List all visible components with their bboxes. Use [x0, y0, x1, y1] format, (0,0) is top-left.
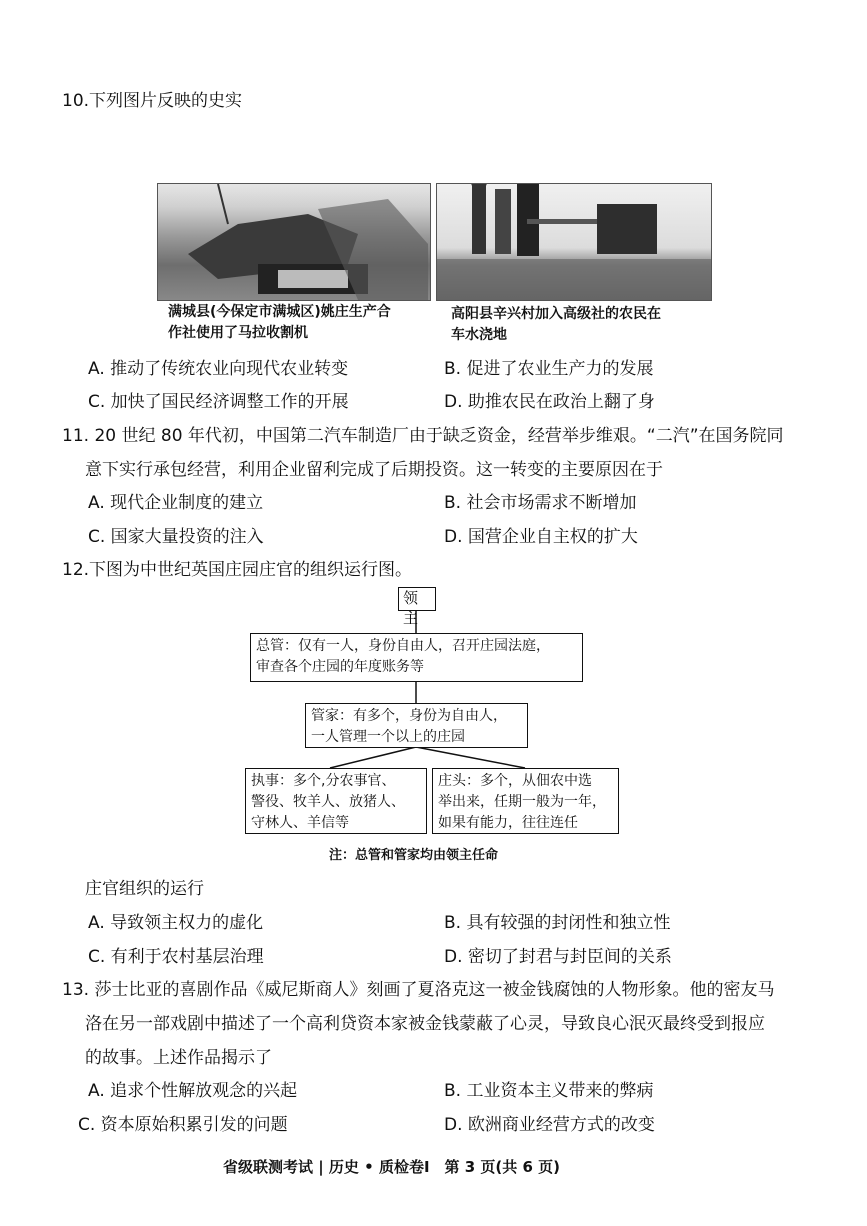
q13-stem-line3: 的故事。上述作品揭示了 [85, 1048, 272, 1068]
org-reeve-line3: 如果有能力，往往连任 [438, 815, 578, 831]
q10-option-b[interactable]: B. 促进了农业生产力的发展 [444, 359, 654, 379]
q12-option-a[interactable]: A. 导致领主权力的虚化 [88, 913, 264, 933]
q13-stem-line2: 洛在另一部戏剧中描述了一个高利贷资本家被金钱蒙蔽了心灵，导致良心泯灭最终受到报应 [85, 1014, 765, 1034]
q11-option-c[interactable]: C. 国家大量投资的注入 [88, 527, 264, 547]
q12-option-b[interactable]: B. 具有较强的封闭性和独立性 [444, 913, 671, 933]
caption-right-line1: 高阳县辛兴村加入高级社的农民在 [451, 306, 661, 322]
q10-option-c[interactable]: C. 加快了国民经济调整工作的开展 [88, 392, 349, 412]
org-steward-box [250, 633, 583, 682]
org-bailiff-line2: 一人管理一个以上的庄园 [311, 729, 465, 745]
q11-option-a[interactable]: A. 现代企业制度的建立 [88, 493, 264, 513]
org-lord-box [398, 587, 436, 627]
org-officers-line1: 执事：多个,分农事官、 [251, 773, 396, 789]
q13-option-b[interactable]: B. 工业资本主义带来的弊病 [444, 1081, 654, 1101]
org-bailiff-line1: 管家：有多个，身份为自由人， [311, 708, 507, 724]
q11-option-b[interactable]: B. 社会市场需求不断增加 [444, 493, 637, 513]
org-lord-label: 领主 [403, 589, 419, 627]
q12-stem: 12.下图为中世纪英国庄园庄官的组织运行图。 [62, 560, 413, 580]
org-bailiff-box [305, 703, 528, 748]
caption-left-line1: 满城县(今保定市满城区)姚庄生产合 [168, 304, 391, 320]
q10-option-d[interactable]: D. 助推农民在政治上翻了身 [444, 392, 655, 412]
caption-right-line2: 车水浇地 [451, 327, 507, 343]
q11-option-d[interactable]: D. 国营企业自主权的扩大 [444, 527, 638, 547]
org-reeve-box [432, 768, 619, 834]
q13-option-c[interactable]: C. 资本原始积累引发的问题 [78, 1115, 288, 1135]
org-steward-line1: 总管：仅有一人，身份自由人，召开庄园法庭， [256, 638, 550, 654]
q10-option-a[interactable]: A. 推动了传统农业向现代农业转变 [88, 359, 349, 379]
page-footer: 省级联测考试 | 历史 • 质检卷Ⅰ 第 3 页(共 6 页) [223, 1158, 561, 1176]
org-reeve-line2: 举出来，任期一般为一年， [438, 794, 606, 810]
q12-option-d[interactable]: D. 密切了封君与封臣间的关系 [444, 947, 672, 967]
q11-stem-line2: 意下实行承包经营，利用企业留利完成了后期投资。这一转变的主要原因在于 [85, 460, 663, 480]
q13-option-a[interactable]: A. 追求个性解放观念的兴起 [88, 1081, 298, 1101]
caption-left-line2: 作社使用了马拉收割机 [168, 325, 308, 341]
q12-sub-stem: 庄官组织的运行 [85, 879, 204, 899]
q13-option-d[interactable]: D. 欧洲商业经营方式的改变 [444, 1115, 655, 1135]
q10-stem: 10.下列图片反映的史实 [62, 91, 243, 111]
org-officers-line3: 守林人、羊信等 [251, 815, 349, 831]
org-reeve-line1: 庄头：多个，从佃农中选 [438, 773, 592, 789]
q12-option-c[interactable]: C. 有利于农村基层治理 [88, 947, 264, 967]
org-officers-box [245, 768, 427, 834]
org-chart-note: 注：总管和管家均由领主任命 [329, 848, 499, 863]
q13-stem-line1: 13. 莎士比亚的喜剧作品《威尼斯商人》刻画了夏洛克这一被金钱腐蚀的人物形象。他的密友马 [62, 980, 775, 1000]
org-steward-line2: 审查各个庄园的年度账务等 [256, 659, 424, 675]
q11-stem-line1: 11. 20 世纪 80 年代初，中国第二汽车制造厂由于缺乏资金，经营举步维艰。“二汽”在国务院同 [62, 426, 784, 446]
org-officers-line2: 警役、牧羊人、放猪人、 [251, 794, 405, 810]
